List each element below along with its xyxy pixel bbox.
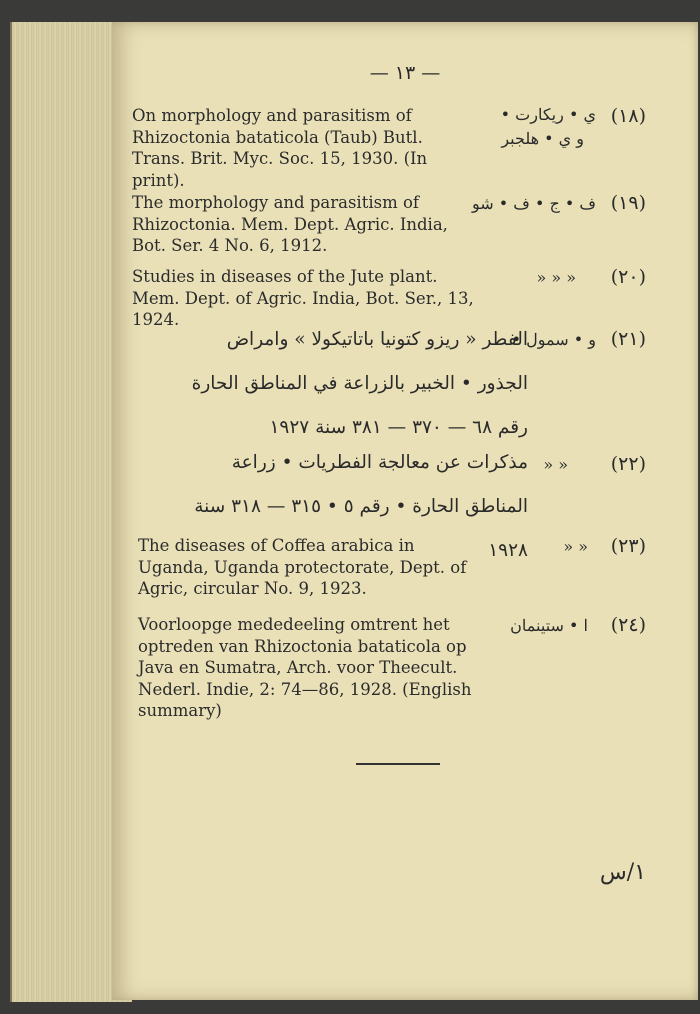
reference-text: Voorloopge mededeeling omtrent het optreden van Rhizoctonia bataticola op Java en Sumatra, Arch. voor Theecult. Nederl. Indie, 2: 74—86, 1928. (English summary) [138, 615, 472, 720]
reference-author: و • سمول • [511, 330, 596, 349]
reference-author: « « [563, 537, 588, 556]
reference-number: (١٨) [610, 105, 646, 127]
reference-number: (٢٤) [610, 614, 646, 636]
reference-number: (٢٠) [610, 266, 646, 288]
reference-text: On morphology and parasitism of Rhizoctonia bataticola (Taub) Butl. Trans. Brit. Myc. Soc. 15, 1930. (In print). [132, 106, 428, 190]
reference-number: (٢٣) [610, 535, 646, 557]
reference-author: ي • ريكارت • و ي • هلجبر [500, 105, 596, 148]
reference-author: ا • ستينمان [510, 616, 588, 635]
reference-number: (١٩) [610, 192, 646, 214]
reference-author: ف • ج • ف • شو [472, 194, 596, 213]
reference-text: The morphology and parasitism of Rhizoctonia. Mem. Dept. Agric. India, Bot. Ser. 4 No. 6, 1912. [132, 193, 448, 255]
page-number: — ١٣ — [369, 62, 441, 84]
signature-mark: ١/س [599, 860, 646, 885]
reference-text: Studies in diseases of the Jute plant. Mem. Dept. of Agric. India, Bot. Ser., 13, 1924. [132, 267, 474, 329]
reference-author: « « [543, 455, 568, 474]
reference-arabic-text: الفطر « ريزو كتونيا باتاتيكولا » وامراض الجذور • الخبير بالزراعة في المناطق الحارة رقم ٦٨ — ٣٧٠ — ٣٨١ سنة ١٩٢٧ [191, 329, 528, 438]
reference-number: (٢١) [610, 328, 646, 350]
reference-number: (٢٢) [610, 453, 646, 475]
reference-author: « « « [536, 268, 576, 287]
section-divider [356, 763, 440, 765]
reference-arabic-text: مذكرات عن معالجة الفطريات • زراعة المناطق الحارة • رقم ٥ • ٣١٥ — ٣١٨ سنة ١٩٢٨ [194, 452, 528, 561]
book-page [112, 22, 698, 1000]
reference-text: The diseases of Coffea arabica in Uganda, Uganda protectorate, Dept. of Agric, circular No. 9, 1923. [138, 536, 467, 598]
